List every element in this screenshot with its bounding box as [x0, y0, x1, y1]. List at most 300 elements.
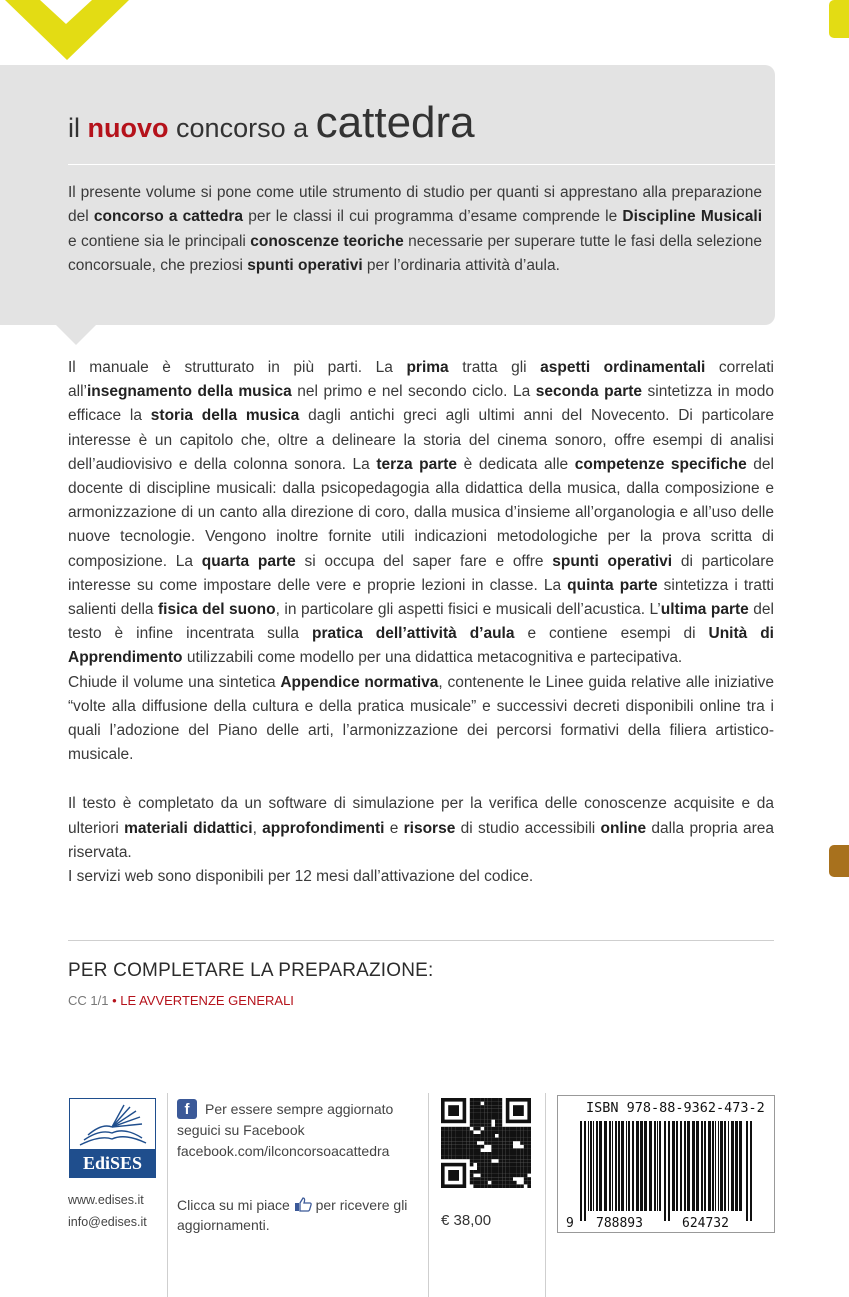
qr-module: [524, 1159, 528, 1163]
qr-module: [520, 1134, 524, 1138]
text-run: è dedicata alle: [457, 455, 575, 473]
text-run: di studio accessibili: [455, 819, 601, 837]
qr-module: [527, 1134, 531, 1138]
bold-phrase: Discipline Musicali: [622, 208, 763, 226]
qr-module: [502, 1163, 506, 1167]
qr-module: [477, 1116, 481, 1120]
text-run: I servizi web sono disponibili per 12 mesi dall’attivazione del codice.: [68, 868, 534, 886]
qr-module: [459, 1156, 463, 1160]
qr-module: [506, 1177, 510, 1181]
qr-module: [513, 1166, 517, 1170]
barcode-bar: [715, 1121, 716, 1211]
qr-module: [452, 1152, 456, 1156]
title-divider: [68, 164, 775, 165]
qr-module: [517, 1170, 521, 1174]
qr-module: [484, 1174, 488, 1178]
text-run: di particolare interesse su come impostare delle vere e proprie lezioni in classe. La: [68, 552, 774, 594]
qr-module: [470, 1134, 474, 1138]
bold-phrase: risorse: [403, 819, 456, 837]
qr-module: [524, 1152, 528, 1156]
barcode-bar: [628, 1121, 630, 1211]
qr-module: [481, 1163, 485, 1167]
text-run: del docente di discipline musicali: dalla psicopedagogia alla didattica della musica, dalla composizione e armonizzazione di un canto alla direzione di coro, dalla musica d’insieme all’organologia e all’uso delle nuove tecnologie. Vengono inoltre fornite utili indicazioni metodologiche per la prova scritta di composizione. La: [68, 455, 774, 570]
qr-module: [499, 1116, 503, 1120]
prep-heading: PER COMPLETARE LA PREPARAZIONE:: [68, 960, 434, 981]
qr-module: [509, 1134, 513, 1138]
qr-module: [441, 1145, 445, 1149]
qr-module: [495, 1116, 499, 1120]
qr-module: [477, 1105, 481, 1109]
qr-module: [484, 1159, 488, 1163]
qr-module: [491, 1130, 495, 1134]
qr-module: [477, 1120, 481, 1124]
qr-module: [484, 1102, 488, 1106]
qr-module: [455, 1134, 459, 1138]
qr-module: [495, 1181, 499, 1185]
qr-module: [509, 1177, 513, 1181]
qr-module: [459, 1141, 463, 1145]
qr-module: [509, 1127, 513, 1131]
qr-module: [488, 1174, 492, 1178]
qr-module: [506, 1166, 510, 1170]
qr-module: [452, 1148, 456, 1152]
qr-module: [488, 1138, 492, 1142]
qr-module: [459, 1152, 463, 1156]
qr-module: [524, 1156, 528, 1160]
qr-module: [470, 1109, 474, 1113]
qr-module: [473, 1120, 477, 1124]
text-run: utilizzabili come modello per una didattica metacognitiva e partecipativa.: [182, 649, 683, 667]
qr-module: [470, 1116, 474, 1120]
qr-module: [488, 1116, 492, 1120]
qr-module: [477, 1138, 481, 1142]
body-paragraph: [68, 671, 774, 768]
qr-module: [491, 1145, 495, 1149]
qr-module: [470, 1177, 474, 1181]
text-run: Il manuale è strutturato in più parti. La: [68, 359, 407, 376]
qr-module: [527, 1130, 531, 1134]
qr-module: [520, 1138, 524, 1142]
barcode-bar: [676, 1121, 678, 1211]
barcode-bar: [664, 1121, 666, 1221]
prep-related-volume[interactable]: [68, 993, 294, 1008]
qr-module: [527, 1127, 531, 1131]
qr-module: [488, 1134, 492, 1138]
qr-module: [470, 1156, 474, 1160]
qr-module: [502, 1148, 506, 1152]
qr-module: [499, 1127, 503, 1131]
qr-module: [484, 1177, 488, 1181]
barcode-bar: [696, 1121, 699, 1211]
qr-module: [477, 1177, 481, 1181]
series-title: [68, 98, 475, 148]
barcode-bar: [644, 1121, 647, 1211]
qr-module: [452, 1127, 456, 1131]
qr-module: [470, 1123, 474, 1127]
qr-module: [509, 1156, 513, 1160]
qr-module: [524, 1166, 528, 1170]
qr-module: [448, 1148, 452, 1152]
description-body: [68, 356, 774, 889]
bold-phrase: competenze specifiche: [574, 455, 747, 473]
qr-module: [470, 1102, 474, 1106]
qr-module: [484, 1156, 488, 1160]
qr-module: [495, 1109, 499, 1113]
footer-divider: [545, 1093, 546, 1297]
text-run: per l’ordinaria attività d’aula.: [362, 256, 560, 274]
qr-module: [452, 1141, 456, 1145]
qr-module: [470, 1112, 474, 1116]
qr-module: [441, 1156, 445, 1160]
bold-phrase: spunti operativi: [247, 256, 363, 274]
qr-module: [495, 1184, 499, 1188]
barcode-bar: [728, 1121, 729, 1211]
qr-module: [506, 1127, 510, 1131]
text-run: correlati all’: [68, 359, 774, 401]
qr-module: [445, 1130, 449, 1134]
bold-phrase: insegnamento della musica: [86, 383, 292, 401]
qr-module: [488, 1159, 492, 1163]
qr-module: [459, 1138, 463, 1142]
prep-volume-name[interactable]: LE AVVERTENZE GENERALI: [120, 993, 294, 1008]
qr-module: [481, 1170, 485, 1174]
qr-module: [491, 1134, 495, 1138]
qr-module: [488, 1123, 492, 1127]
qr-module: [459, 1127, 463, 1131]
qr-module: [484, 1152, 488, 1156]
qr-module: [452, 1134, 456, 1138]
qr-module: [495, 1152, 499, 1156]
qr-module: [502, 1184, 506, 1188]
qr-module: [495, 1123, 499, 1127]
bold-phrase: spunti operativi: [552, 552, 673, 570]
qr-module: [513, 1156, 517, 1160]
facebook-line-2: seguici su Facebook: [177, 1122, 305, 1138]
edge-tab-yellow: [829, 0, 849, 38]
title-word-nuovo: nuovo: [87, 113, 169, 143]
barcode-bar: [654, 1121, 656, 1211]
barcode-bar: [580, 1121, 582, 1221]
body-paragraph: [68, 356, 774, 671]
qr-module: [441, 1148, 445, 1152]
qr-module: [517, 1184, 521, 1188]
qr-module: [452, 1156, 456, 1160]
isbn-barcode: [566, 1121, 766, 1229]
bold-phrase: pratica dell’attività d’aula: [312, 625, 515, 643]
price: € 38,00: [441, 1212, 492, 1229]
qr-module: [473, 1159, 477, 1163]
qr-module: [488, 1152, 492, 1156]
qr-module: [455, 1127, 459, 1131]
barcode-bar: [701, 1121, 703, 1211]
qr-module: [481, 1130, 485, 1134]
text-run: sintetizza i tratti salienti della: [68, 576, 774, 619]
qr-module: [491, 1105, 495, 1109]
barcode-bar: [680, 1121, 682, 1211]
publisher-logo-text: EdiSES: [70, 1149, 155, 1177]
qr-module: [477, 1166, 481, 1170]
qr-module: [477, 1152, 481, 1156]
qr-module: [448, 1170, 459, 1181]
qr-code[interactable]: [441, 1098, 531, 1188]
qr-module: [495, 1098, 499, 1102]
qr-module: [477, 1163, 481, 1167]
qr-module: [477, 1127, 481, 1131]
qr-module: [517, 1148, 521, 1152]
title-word-concorso: concorso: [176, 113, 286, 143]
qr-module: [452, 1145, 456, 1149]
qr-module: [463, 1156, 467, 1160]
qr-module: [499, 1109, 503, 1113]
qr-module: [513, 1159, 517, 1163]
body-paragraph: [68, 865, 774, 889]
publisher-logo: [69, 1098, 156, 1178]
barcode-bar: [724, 1121, 726, 1211]
qr-module: [473, 1170, 477, 1174]
qr-module: [484, 1170, 488, 1174]
qr-module: [491, 1141, 495, 1145]
qr-module: [491, 1112, 495, 1116]
qr-module: [466, 1134, 470, 1138]
qr-module: [473, 1141, 477, 1145]
qr-module: [477, 1098, 481, 1102]
barcode-bar: [657, 1121, 658, 1211]
qr-module: [481, 1181, 485, 1185]
qr-module: [481, 1159, 485, 1163]
qr-module: [527, 1170, 531, 1174]
facebook-promo: [177, 1099, 417, 1162]
qr-module: [517, 1159, 521, 1163]
qr-module: [477, 1102, 481, 1106]
qr-module: [470, 1181, 474, 1185]
qr-module: [466, 1152, 470, 1156]
qr-module: [502, 1166, 506, 1170]
qr-module: [463, 1141, 467, 1145]
qr-module: [520, 1148, 524, 1152]
qr-module: [520, 1170, 524, 1174]
barcode-bar: [659, 1121, 661, 1211]
qr-module: [506, 1141, 510, 1145]
qr-module: [491, 1116, 495, 1120]
bold-phrase: ultima parte: [660, 601, 749, 619]
qr-module: [502, 1130, 506, 1134]
qr-module: [473, 1184, 477, 1188]
qr-module: [506, 1130, 510, 1134]
qr-module: [506, 1152, 510, 1156]
qr-module: [448, 1105, 459, 1116]
qr-module: [473, 1109, 477, 1113]
qr-module: [502, 1181, 506, 1185]
text-run: Il presente volume si pone come utile strumento di studio per quanti si apprestano alla preparazione del: [68, 184, 762, 226]
qr-module: [463, 1127, 467, 1131]
qr-module: [481, 1184, 485, 1188]
qr-module: [466, 1130, 470, 1134]
qr-module: [527, 1141, 531, 1145]
qr-module: [481, 1145, 485, 1149]
qr-module: [488, 1177, 492, 1181]
barcode-bar: [668, 1121, 670, 1221]
text-run: , in particolare gli aspetti fisici e musicali dell’acustica. L’: [275, 601, 661, 619]
qr-module: [499, 1181, 503, 1185]
barcode-bar: [609, 1121, 611, 1211]
qr-module: [445, 1141, 449, 1145]
qr-module: [499, 1141, 503, 1145]
qr-module: [502, 1127, 506, 1131]
qr-module: [488, 1120, 492, 1124]
qr-module: [506, 1181, 510, 1185]
qr-module: [499, 1120, 503, 1124]
text-run: dagli antichi greci agli ultimi anni del Novecento. Di particolare interesse è un capitolo che, oltre a delineare la storia del cinema sonoro, offre esempi di analisi dell’audiovisivo e della colonna sonora. La: [68, 407, 775, 473]
qr-module: [509, 1184, 513, 1188]
qr-module: [484, 1138, 488, 1142]
qr-module: [517, 1166, 521, 1170]
qr-module: [495, 1170, 499, 1174]
qr-module: [524, 1148, 528, 1152]
qr-module: [499, 1123, 503, 1127]
barcode-bar: [692, 1121, 695, 1211]
qr-module: [517, 1152, 521, 1156]
qr-module: [495, 1177, 499, 1181]
qr-module: [502, 1177, 506, 1181]
barcode-digits: 9: [566, 1216, 574, 1229]
qr-module: [455, 1138, 459, 1142]
bold-phrase: terza parte: [376, 455, 458, 473]
qr-module: [441, 1141, 445, 1145]
qr-module: [509, 1163, 513, 1167]
qr-module: [488, 1102, 492, 1106]
qr-module: [495, 1130, 499, 1134]
qr-module: [441, 1134, 445, 1138]
qr-module: [527, 1138, 531, 1142]
qr-module: [509, 1145, 513, 1149]
qr-module: [455, 1130, 459, 1134]
qr-module: [481, 1098, 485, 1102]
text-run: del testo è infine incentrata sulla: [68, 601, 774, 643]
qr-module: [481, 1105, 485, 1109]
bold-phrase: Appendice normativa: [280, 673, 439, 691]
qr-module: [455, 1152, 459, 1156]
qr-module: [448, 1145, 452, 1149]
qr-module: [499, 1098, 503, 1102]
qr-module: [455, 1141, 459, 1145]
text-run: per le classi il cui programma d’esame comprende le: [243, 208, 623, 226]
qr-module: [520, 1156, 524, 1160]
publisher-email[interactable]: info@edises.it: [68, 1215, 147, 1229]
qr-module: [499, 1163, 503, 1167]
qr-module: [491, 1152, 495, 1156]
barcode-bar: [590, 1121, 592, 1211]
qr-module: [509, 1130, 513, 1134]
qr-module: [491, 1109, 495, 1113]
qr-module: [488, 1130, 492, 1134]
qr-module: [502, 1170, 506, 1174]
qr-module: [517, 1127, 521, 1131]
title-word-il: il: [68, 113, 80, 143]
barcode-bar: [599, 1121, 602, 1211]
qr-module: [441, 1152, 445, 1156]
qr-module: [509, 1148, 513, 1152]
facebook-url[interactable]: facebook.com/ilconcorsoacattedra: [177, 1143, 390, 1159]
qr-module: [473, 1105, 477, 1109]
qr-module: [513, 1130, 517, 1134]
qr-module: [524, 1170, 528, 1174]
barcode-bar: [584, 1121, 586, 1221]
qr-module: [470, 1163, 474, 1167]
qr-module: [484, 1112, 488, 1116]
qr-module: [502, 1156, 506, 1160]
qr-module: [513, 1163, 517, 1167]
bold-phrase: online: [600, 819, 647, 837]
qr-module: [473, 1127, 477, 1131]
qr-module: [470, 1148, 474, 1152]
qr-module: [499, 1152, 503, 1156]
qr-module: [473, 1148, 477, 1152]
qr-module: [491, 1170, 495, 1174]
qr-module: [495, 1148, 499, 1152]
qr-module: [477, 1145, 481, 1149]
qr-module: [484, 1163, 488, 1167]
qr-module: [502, 1152, 506, 1156]
qr-module: [448, 1130, 452, 1134]
barcode-bar: [720, 1121, 723, 1211]
qr-module: [520, 1141, 524, 1145]
qr-module: [499, 1145, 503, 1149]
qr-module: [513, 1170, 517, 1174]
qr-module: [502, 1134, 506, 1138]
qr-module: [463, 1138, 467, 1142]
qr-module: [499, 1159, 503, 1163]
qr-module: [441, 1130, 445, 1134]
qr-module: [520, 1152, 524, 1156]
qr-module: [470, 1170, 474, 1174]
qr-module: [473, 1138, 477, 1142]
qr-module: [452, 1130, 456, 1134]
qr-module: [524, 1177, 528, 1181]
qr-module: [506, 1134, 510, 1138]
qr-module: [481, 1116, 485, 1120]
barcode-bar: [621, 1121, 624, 1211]
barcode-bar: [596, 1121, 598, 1211]
qr-module: [495, 1138, 499, 1142]
qr-module: [524, 1145, 528, 1149]
qr-module: [466, 1138, 470, 1142]
qr-module: [513, 1174, 517, 1178]
publisher-website[interactable]: www.edises.it: [68, 1193, 144, 1207]
qr-module: [513, 1148, 517, 1152]
qr-module: [484, 1141, 488, 1145]
barcode-bar: [731, 1121, 734, 1211]
barcode-digits: 624732: [682, 1216, 729, 1229]
qr-module: [499, 1105, 503, 1109]
qr-module: [502, 1159, 506, 1163]
qr-module: [441, 1127, 445, 1131]
qr-module: [491, 1098, 495, 1102]
facebook-line-1: Per essere sempre aggiornato: [205, 1101, 394, 1117]
text-run: , contenente le Linee guida relative alle iniziative “volte alla diffusione della cultura e della pratica musicale” e successivi decreti disponibili online tra i quali l’adozione del Piano delle arti, l’armonizzazione dei percorsi formativi della filiera artistico-musicale.: [68, 673, 774, 764]
qr-module: [517, 1163, 521, 1167]
qr-module: [484, 1166, 488, 1170]
qr-module: [524, 1174, 528, 1178]
qr-module: [448, 1127, 452, 1131]
qr-module: [473, 1156, 477, 1160]
qr-module: [495, 1145, 499, 1149]
title-word-a: a: [293, 113, 309, 143]
barcode-bar: [649, 1121, 652, 1211]
qr-module: [491, 1174, 495, 1178]
qr-module: [502, 1138, 506, 1142]
barcode-bar: [684, 1121, 686, 1211]
qr-module: [477, 1148, 481, 1152]
